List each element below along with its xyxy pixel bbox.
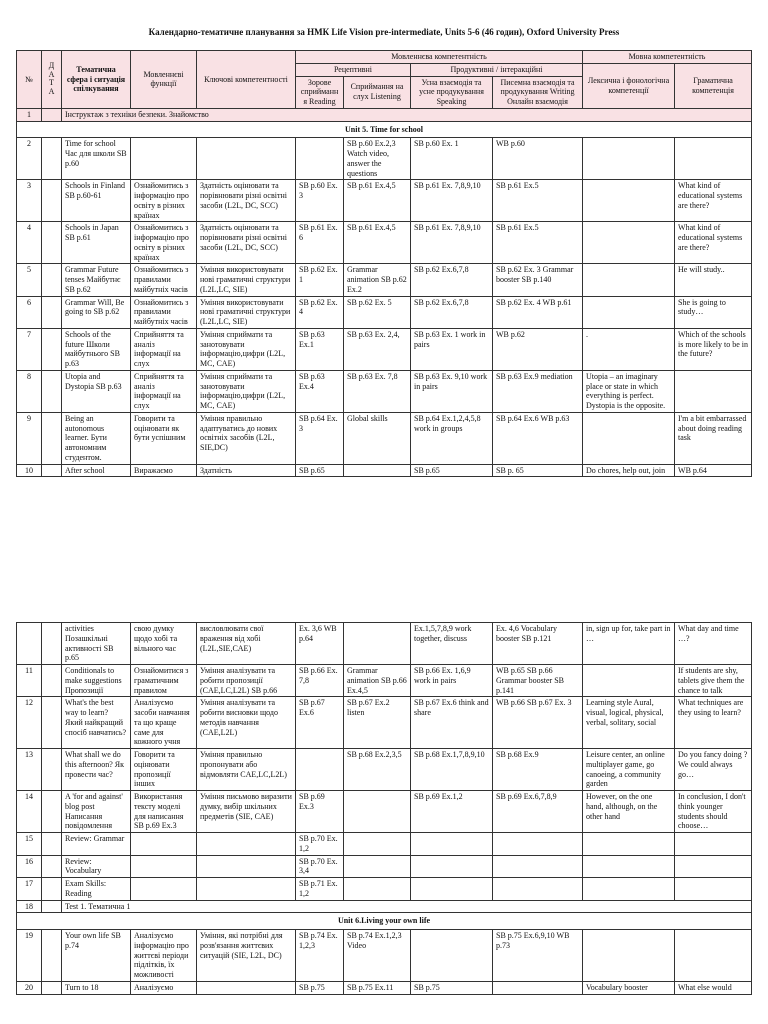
cell-topic: Exam Skills: Reading — [62, 878, 131, 901]
table-row — [17, 878, 752, 901]
cell-lexical: in, sign up for, take part in … — [583, 623, 675, 665]
cell-topic: Grammar Will, Be going to SB p.62 — [62, 296, 131, 328]
row-date — [42, 697, 62, 749]
table-row — [17, 623, 752, 665]
cell-lexical — [583, 412, 675, 464]
cell-listening: Global skills — [344, 412, 411, 464]
cell-functions: Ознайомитись з правилами майбутніх часів — [131, 296, 197, 328]
row-num: 19 — [17, 930, 42, 982]
cell-writing: Ex. 4,6 Vocabulary booster SB p.121 — [493, 623, 583, 665]
cell-lexical: Learning style Aural, visual, logical, physical, verbal, solitary, social — [583, 697, 675, 749]
row-num: 10 — [17, 464, 42, 477]
cell-listening: SB p.75 Ex.11 — [344, 981, 411, 994]
cell-key: висловлювати свої враження від хобі (L2L,SIE,CAE) — [197, 623, 296, 665]
cell-reading: SB p.63 Ex.1 — [296, 328, 344, 370]
cell-listening: Grammar animation SB p.62 Ex.2 — [344, 264, 411, 296]
row-num: 9 — [17, 412, 42, 464]
cell-speaking — [411, 930, 493, 982]
cell-speaking: SB p.61 Ex. 7,8,9,10 — [411, 222, 493, 264]
table-row — [17, 981, 752, 994]
table-row — [17, 296, 752, 328]
cell-key — [197, 138, 296, 180]
cell-functions: Виражаємо — [131, 464, 197, 477]
cell-grammar — [675, 370, 752, 412]
row-num: 11 — [17, 665, 42, 697]
cell-topic: What's the best way to learn? Який найкращий спосіб навчатись? — [62, 697, 131, 749]
cell-writing: SB p.69 Ex.6,7,8,9 — [493, 791, 583, 833]
cell-grammar: In conclusion, I don't think younger students should choose… — [675, 791, 752, 833]
cell-key — [197, 878, 296, 901]
cell-speaking: SB p.61 Ex. 7,8,9,10 — [411, 180, 493, 222]
page-title: Календарно-тематичне планування за НМК Life Vision pre-intermediate, Units 5-6 (46 годин), Oxford University Press — [148, 27, 620, 37]
cell-grammar: What techniques are they using to learn? — [675, 697, 752, 749]
cell-speaking: SB p.63 Ex. 1 work in pairs — [411, 328, 493, 370]
cell-writing — [493, 833, 583, 856]
table-row — [17, 464, 752, 477]
col-speech: Мовленнєва компетентність — [296, 51, 583, 64]
cell-speaking — [411, 855, 493, 878]
table-row — [17, 264, 752, 296]
cell-key: Уміння аналізувати та робити висновки щодо методів навчання (CAE,L2L) — [197, 697, 296, 749]
row-num: 5 — [17, 264, 42, 296]
cell-listening — [344, 855, 411, 878]
cell-writing: SB p.63 Ex.9 mediation — [493, 370, 583, 412]
cell-grammar: If students are shy, tablets give them the chance to talk — [675, 665, 752, 697]
cell-grammar: What day and time …? — [675, 623, 752, 665]
cell-topic: What shall we do this afternoon? Як провести час? — [62, 749, 131, 791]
cell-topic: Review: Vocabulary — [62, 855, 131, 878]
row-date — [42, 981, 62, 994]
cell-reading: SB p.71 Ex. 1,2 — [296, 878, 344, 901]
row-num — [17, 623, 42, 665]
cell-lexical — [583, 878, 675, 901]
cell-functions — [131, 878, 197, 901]
cell-functions: свою думку щодо хобі та вільного час — [131, 623, 197, 665]
cell-functions: Аналізуємо засоби навчання та що краще саме для кожного учня — [131, 697, 197, 749]
cell-functions: Ознайомитись з інформацію про освіту в різних країнах — [131, 180, 197, 222]
row-num: 13 — [17, 749, 42, 791]
cell-lexical: Do chores, help out, join — [583, 464, 675, 477]
row-num: 7 — [17, 328, 42, 370]
table-row — [17, 180, 752, 222]
row-num: 6 — [17, 296, 42, 328]
col-language: Мовна компетентність — [583, 51, 752, 64]
row-num: 2 — [17, 138, 42, 180]
cell-topic: Utopia and Dystopia SB p.63 — [62, 370, 131, 412]
col-productive: Продуктивні / інтеракційні — [411, 63, 583, 76]
cell-reading: Ex. 3,6 WB p.64 — [296, 623, 344, 665]
cell-listening: SB p.60 Ex.2,3 Watch video, answer the questions — [344, 138, 411, 180]
table-row — [17, 108, 752, 121]
row-date — [42, 855, 62, 878]
cell-key: Здатність оцінювати та порівнювати різні освітні засоби (L2L, DC, SCC) — [197, 180, 296, 222]
cell-key: Уміння аналізувати та робити пропозиції (CAE,LC,L2L) SB p.66 — [197, 665, 296, 697]
table-row — [17, 328, 752, 370]
cell-listening — [344, 464, 411, 477]
cell-key: Уміння використовувати нові граматичні структури (L2L,LC, SIE) — [197, 264, 296, 296]
cell-listening: SB p.62 Ex. 5 — [344, 296, 411, 328]
row-date — [42, 900, 62, 913]
row-date — [42, 749, 62, 791]
cell-topic: Schools in Finland SB p.60-61 — [62, 180, 131, 222]
cell-key: Уміння письмово виразити думку, вибір шкільних предметів (SIE, CAE) — [197, 791, 296, 833]
row-date — [42, 878, 62, 901]
cell-reading: SB p.70 Ex. 3,4 — [296, 855, 344, 878]
cell-grammar: He will study.. — [675, 264, 752, 296]
col-functions: Мовленнєві функції — [131, 51, 197, 109]
cell-grammar: Do you fancy doing ? We could always go… — [675, 749, 752, 791]
cell-topic: Grammar Future tenses Майбутнє SB p.62 — [62, 264, 131, 296]
cell-grammar — [675, 930, 752, 982]
cell-writing: SB p. 65 — [493, 464, 583, 477]
intro-text: Інструктаж з техніки безпеки. Знайомство — [62, 108, 752, 121]
cell-functions: Ознайомитись з інформацію про освіту в різних країнах — [131, 222, 197, 264]
row-date — [42, 180, 62, 222]
cell-speaking: SB p.63 Ex. 9,10 work in pairs — [411, 370, 493, 412]
cell-reading: SB p.74 Ex. 1,2,3 — [296, 930, 344, 982]
cell-lexical — [583, 180, 675, 222]
unit5-title: Unit 5. Time for school — [17, 121, 752, 138]
cell-topic: Turn to 18 — [62, 981, 131, 994]
cell-writing: SB p.62 Ex. 3 Grammar booster SB p.140 — [493, 264, 583, 296]
cell-grammar — [675, 878, 752, 901]
row-num: 18 — [17, 900, 42, 913]
cell-lexical: Leisure center, an online multiplayer game, go canoeing, a community garden — [583, 749, 675, 791]
row-num: 8 — [17, 370, 42, 412]
cell-lexical: . — [583, 328, 675, 370]
cell-key: Здатність оцінювати та порівнювати різні освітні засоби (L2L, DC, SCC) — [197, 222, 296, 264]
plan-table-top — [16, 50, 752, 477]
cell-grammar: I'm a bit embarrassed about doing reading task — [675, 412, 752, 464]
cell-key — [197, 855, 296, 878]
cell-grammar: WB p.64 — [675, 464, 752, 477]
cell-listening: Grammar animation SB p.66 Ex.4,5 — [344, 665, 411, 697]
row-date — [42, 296, 62, 328]
cell-lexical: However, on the one hand, although, on the other hand — [583, 791, 675, 833]
test-text: Test 1. Тематична 1 — [62, 900, 752, 913]
col-lexical: Лексична і фонологічна компетенції — [583, 63, 675, 108]
cell-functions: Ознайомитись з правилами майбутніх часів — [131, 264, 197, 296]
table-row — [17, 855, 752, 878]
cell-key — [197, 981, 296, 994]
cell-listening: SB p.63 Ex. 7,8 — [344, 370, 411, 412]
table-row — [17, 900, 752, 913]
cell-writing: WB p.66 SB p.67 Ex. 3 — [493, 697, 583, 749]
col-grammar: Граматична компетенція — [675, 63, 752, 108]
cell-reading: SB p.65 — [296, 464, 344, 477]
col-date: Д А Т А — [42, 51, 62, 109]
cell-speaking: SB p.60 Ex. 1 — [411, 138, 493, 180]
cell-reading: SB p.66 Ex. 7,8 — [296, 665, 344, 697]
cell-functions: Аналізуємо — [131, 981, 197, 994]
cell-speaking: SB p.64 Ex.1,2,4,5,8 work in groups — [411, 412, 493, 464]
cell-functions: Ознайомитися з граматичним правилом — [131, 665, 197, 697]
cell-grammar — [675, 833, 752, 856]
cell-writing: WB p.65 SB p.66 Grammar booster SB p.141 — [493, 665, 583, 697]
cell-functions: Говорити та оцінювати пропозиції інших — [131, 749, 197, 791]
table-header — [17, 51, 752, 109]
table-row — [17, 370, 752, 412]
table-row — [17, 665, 752, 697]
col-topic: Тематична сфера і ситуація спілкування — [62, 51, 131, 109]
cell-speaking: SB p.65 — [411, 464, 493, 477]
row-date — [42, 464, 62, 477]
cell-key: Уміння сприймати та занотовувати інформацію,цифри (L2L, MC, CAE) — [197, 370, 296, 412]
col-num: № — [17, 51, 42, 109]
row-num: 12 — [17, 697, 42, 749]
cell-reading: SB p.62 Ex. 1 — [296, 264, 344, 296]
cell-listening: SB p.68 Ex.2,3,5 — [344, 749, 411, 791]
cell-speaking: SB p.75 — [411, 981, 493, 994]
col-reading: Зорове сприймання Reading — [296, 76, 344, 108]
row-num: 15 — [17, 833, 42, 856]
table-row — [17, 833, 752, 856]
cell-functions: Використання тексту моделі для написання SB p.69 Ex.3 — [131, 791, 197, 833]
cell-grammar: She is going to study… — [675, 296, 752, 328]
cell-reading — [296, 138, 344, 180]
cell-listening — [344, 791, 411, 833]
table-row — [17, 749, 752, 791]
cell-topic: Your own life SB p.74 — [62, 930, 131, 982]
cell-listening: SB p.61 Ex.4,5 — [344, 222, 411, 264]
cell-topic: Being an autonomous learner. Бути автономним студентом. — [62, 412, 131, 464]
cell-key: Уміння, які потрібні для розв'язання життєвих ситуацій (SIE, L2L, DC) — [197, 930, 296, 982]
cell-listening: SB p.74 Ex.1,2,3 Video — [344, 930, 411, 982]
cell-key: Уміння використовувати нові граматичні структури (L2L,LC, SIE) — [197, 296, 296, 328]
row-num: 20 — [17, 981, 42, 994]
cell-functions — [131, 855, 197, 878]
row-num: 16 — [17, 855, 42, 878]
cell-writing — [493, 981, 583, 994]
cell-lexical — [583, 833, 675, 856]
unit-header — [17, 913, 752, 930]
cell-functions: Сприйняття та аналіз інформації на слух — [131, 370, 197, 412]
row-date — [42, 108, 62, 121]
row-date — [42, 328, 62, 370]
col-key: Ключові компетентності — [197, 51, 296, 109]
table-row — [17, 138, 752, 180]
row-date — [42, 370, 62, 412]
cell-writing: WB p.62 — [493, 328, 583, 370]
row-num: 1 — [17, 108, 42, 121]
cell-key: Уміння сприймати та занотовувати інформацію,цифри (L2L, MC, CAE) — [197, 328, 296, 370]
cell-key: Уміння правильно пропонувати або відмовляти CAE,LC,L2L) — [197, 749, 296, 791]
cell-reading: SB p.67 Ex.6 — [296, 697, 344, 749]
cell-reading: SB p.62 Ex. 4 — [296, 296, 344, 328]
cell-lexical — [583, 930, 675, 982]
cell-topic: A 'for and against' blog post Написання повідомлення — [62, 791, 131, 833]
col-writing: Писемна взаємодія та продукування Writing Онлайн взаємодія — [493, 76, 583, 108]
row-num: 4 — [17, 222, 42, 264]
cell-lexical — [583, 296, 675, 328]
cell-topic: After school — [62, 464, 131, 477]
col-receptive: Рецептивні — [296, 63, 411, 76]
cell-speaking: SB p.62 Ex.6,7,8 — [411, 296, 493, 328]
cell-speaking: Ex.1,5,7,8,9 work together, discuss — [411, 623, 493, 665]
cell-writing — [493, 855, 583, 878]
unit-header — [17, 121, 752, 138]
cell-speaking: SB p.62 Ex.6,7,8 — [411, 264, 493, 296]
row-date — [42, 222, 62, 264]
row-date — [42, 623, 62, 665]
row-date — [42, 264, 62, 296]
table-row — [17, 222, 752, 264]
cell-grammar: What kind of educational systems are there? — [675, 180, 752, 222]
row-date — [42, 930, 62, 982]
cell-speaking: SB p.68 Ex.1,7,8,9,10 — [411, 749, 493, 791]
cell-lexical: Vocabulary booster — [583, 981, 675, 994]
cell-speaking — [411, 878, 493, 901]
cell-writing: SB p.68 Ex.9 — [493, 749, 583, 791]
cell-speaking — [411, 833, 493, 856]
cell-reading: SB p.60 Ex. 3 — [296, 180, 344, 222]
cell-functions — [131, 138, 197, 180]
cell-listening: SB p.63 Ex. 2,4, — [344, 328, 411, 370]
col-speaking: Усна взаємодія та усне продукування Speaking — [411, 76, 493, 108]
row-date — [42, 138, 62, 180]
cell-functions — [131, 833, 197, 856]
cell-reading: SB p.69 Ex.3 — [296, 791, 344, 833]
row-num: 17 — [17, 878, 42, 901]
cell-reading: SB p.75 — [296, 981, 344, 994]
cell-speaking: SB p.67 Ex.6 think and share — [411, 697, 493, 749]
cell-lexical: Utopia – an imaginary place or state in which everything is perfect. Dystopia is the opposite. — [583, 370, 675, 412]
table-row — [17, 930, 752, 982]
row-date — [42, 833, 62, 856]
cell-key: Здатність — [197, 464, 296, 477]
cell-lexical — [583, 138, 675, 180]
cell-topic: Schools of the future Школи майбутнього SB p.63 — [62, 328, 131, 370]
cell-writing: WB p.60 — [493, 138, 583, 180]
cell-functions: Аналізуємо інформацію про життєві періоди підлітків, їх можливості — [131, 930, 197, 982]
cell-listening — [344, 833, 411, 856]
cell-topic: Conditionals to make suggestions Пропозиції — [62, 665, 131, 697]
cell-writing: SB p.61 Ex.5 — [493, 180, 583, 222]
cell-listening — [344, 623, 411, 665]
cell-writing: SB p.64 Ex.6 WB p.63 — [493, 412, 583, 464]
cell-reading: SB p.70 Ex. 1,2 — [296, 833, 344, 856]
cell-key: Уміння правильно адаптуватись до нових освітніх засобів (L2L, SIE,DC) — [197, 412, 296, 464]
cell-lexical — [583, 222, 675, 264]
cell-writing: SB p.61 Ex.5 — [493, 222, 583, 264]
cell-key — [197, 833, 296, 856]
row-num: 14 — [17, 791, 42, 833]
cell-grammar — [675, 855, 752, 878]
cell-listening: SB p.67 Ex.2 listen — [344, 697, 411, 749]
cell-writing: SB p.62 Ex. 4 WB p.61 — [493, 296, 583, 328]
cell-grammar — [675, 138, 752, 180]
cell-lexical — [583, 855, 675, 878]
row-date — [42, 665, 62, 697]
cell-lexical — [583, 665, 675, 697]
cell-reading: SB p.64 Ex. 3 — [296, 412, 344, 464]
cell-reading: SB p.63 Ex.4 — [296, 370, 344, 412]
cell-topic: Review: Grammar — [62, 833, 131, 856]
table-row — [17, 412, 752, 464]
cell-lexical — [583, 264, 675, 296]
cell-speaking: SB p.66 Ex. 1,6,9 work in pairs — [411, 665, 493, 697]
cell-listening — [344, 878, 411, 901]
unit6-title: Unit 6.Living your own life — [17, 913, 752, 930]
table-row — [17, 791, 752, 833]
cell-functions: Сприйняття та аналіз інформації на слух — [131, 328, 197, 370]
cell-topic: Time for school Час для школи SB p.60 — [62, 138, 131, 180]
row-date — [42, 791, 62, 833]
row-date — [42, 412, 62, 464]
col-listening: Сприймання на слух Listening — [344, 76, 411, 108]
cell-grammar: What else would — [675, 981, 752, 994]
cell-speaking: SB p.69 Ex.1,2 — [411, 791, 493, 833]
cell-reading: SB p.61 Ex. 6 — [296, 222, 344, 264]
cell-reading — [296, 749, 344, 791]
table-row — [17, 697, 752, 749]
cell-grammar: What kind of educational systems are there? — [675, 222, 752, 264]
plan-table-bottom — [16, 622, 752, 995]
cell-functions: Говорити та оцінювати як бути успішним — [131, 412, 197, 464]
cell-topic: activities Позашкільні активності SB p.65 — [62, 623, 131, 665]
cell-listening: SB p.61 Ex.4,5 — [344, 180, 411, 222]
cell-topic: Schools in Japan SB p.61 — [62, 222, 131, 264]
cell-grammar: Which of the schools is more likely to be in the future? — [675, 328, 752, 370]
row-num: 3 — [17, 180, 42, 222]
cell-writing — [493, 878, 583, 901]
cell-writing: SB p.75 Ex.6,9,10 WB p.73 — [493, 930, 583, 982]
